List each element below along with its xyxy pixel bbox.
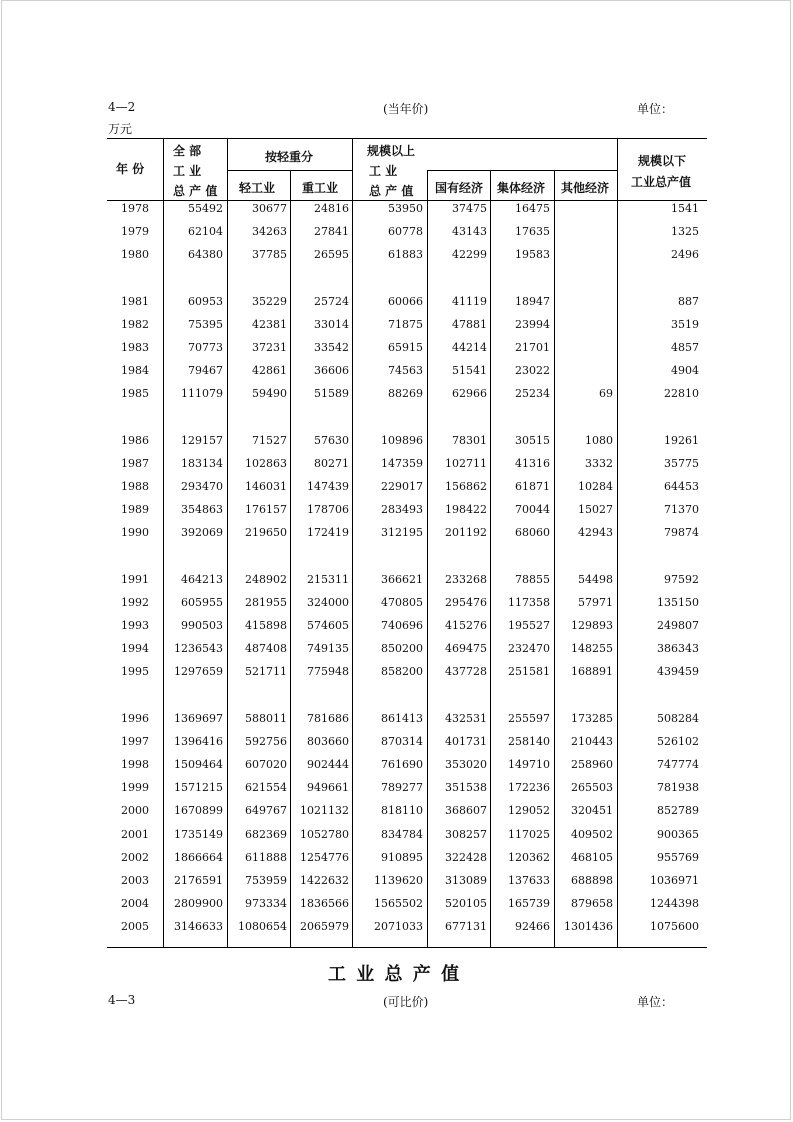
light-cell: 102863 bbox=[245, 456, 287, 470]
state-cell: 313089 bbox=[445, 874, 487, 887]
collective-cell: 25234 bbox=[515, 387, 550, 401]
collective-cell: 70044 bbox=[515, 503, 550, 517]
other-cell: 129893 bbox=[571, 619, 613, 632]
header-above-line2: 工 业 bbox=[369, 164, 398, 178]
unit-value: 万元 bbox=[108, 122, 133, 136]
other-cell: 168891 bbox=[571, 665, 613, 679]
collective-cell: 41316 bbox=[515, 456, 550, 470]
header-total-line3: 总 产 值 bbox=[173, 184, 218, 198]
light-cell: 146031 bbox=[245, 480, 287, 493]
heavy-cell: 324000 bbox=[307, 595, 349, 609]
other-cell: 265503 bbox=[571, 781, 613, 795]
below-cell: 1036971 bbox=[650, 874, 699, 887]
year-cell: 1991 bbox=[121, 572, 149, 586]
total-cell: 3146633 bbox=[174, 920, 223, 934]
year-cell: 1979 bbox=[121, 225, 149, 239]
header-total-line2: 工 业 bbox=[173, 164, 202, 178]
next-price-note: (可比价) bbox=[383, 995, 429, 1009]
unit-label: 单位： bbox=[637, 102, 674, 116]
year-cell: 1999 bbox=[121, 781, 149, 795]
below-cell: 19261 bbox=[664, 433, 699, 447]
header-light: 轻工业 bbox=[239, 181, 276, 195]
heavy-cell: 33542 bbox=[314, 341, 349, 354]
header-heavy: 重工业 bbox=[302, 181, 339, 195]
state-cell: 437728 bbox=[445, 665, 487, 679]
above-cell: 861413 bbox=[381, 711, 423, 725]
below-cell: 35775 bbox=[664, 456, 699, 470]
heavy-cell: 2065979 bbox=[300, 920, 349, 934]
heavy-cell: 51589 bbox=[314, 387, 349, 401]
header-below-line2: 工业总产值 bbox=[631, 175, 692, 189]
light-cell: 649767 bbox=[245, 804, 287, 818]
total-cell: 605955 bbox=[181, 595, 223, 609]
table-id: 4—2 bbox=[108, 100, 136, 114]
below-cell: 386343 bbox=[657, 642, 699, 656]
below-cell: 900365 bbox=[657, 827, 699, 841]
year-cell: 1987 bbox=[121, 456, 149, 470]
total-cell: 1866664 bbox=[174, 850, 223, 864]
price-note: (当年价) bbox=[383, 102, 429, 116]
year-cell: 1986 bbox=[121, 433, 149, 447]
state-cell: 78301 bbox=[452, 433, 487, 447]
light-cell: 71527 bbox=[252, 433, 287, 447]
total-cell: 1509464 bbox=[174, 758, 223, 771]
collective-cell: 61871 bbox=[515, 480, 550, 493]
other-cell: 42943 bbox=[578, 526, 613, 540]
below-cell: 955769 bbox=[657, 850, 699, 864]
other-cell: 258960 bbox=[571, 758, 613, 771]
light-cell: 1080654 bbox=[238, 920, 287, 934]
header-total-line1: 全 部 bbox=[173, 144, 202, 158]
heavy-cell: 36606 bbox=[314, 364, 349, 378]
below-cell: 3519 bbox=[671, 317, 699, 331]
light-cell: 588011 bbox=[245, 711, 287, 725]
above-cell: 1565502 bbox=[374, 897, 423, 911]
other-cell: 409502 bbox=[571, 827, 613, 841]
total-cell: 1571215 bbox=[174, 781, 223, 795]
heavy-cell: 25724 bbox=[314, 294, 349, 308]
heavy-cell: 33014 bbox=[314, 317, 349, 331]
below-cell: 249807 bbox=[657, 619, 699, 632]
collective-cell: 195527 bbox=[508, 619, 550, 632]
collective-cell: 137633 bbox=[508, 874, 550, 887]
total-cell: 2176591 bbox=[174, 874, 223, 887]
year-cell: 1984 bbox=[121, 364, 149, 378]
vline-8 bbox=[617, 138, 618, 948]
above-cell: 470805 bbox=[381, 595, 423, 609]
header-other: 其他经济 bbox=[561, 181, 610, 195]
heavy-cell: 178706 bbox=[307, 503, 349, 517]
other-cell: 879658 bbox=[571, 897, 613, 911]
state-cell: 469475 bbox=[445, 642, 487, 656]
total-cell: 354863 bbox=[181, 503, 223, 517]
year-cell: 1982 bbox=[121, 317, 149, 331]
other-cell: 1080 bbox=[585, 433, 613, 447]
above-cell: 818110 bbox=[381, 804, 423, 818]
state-cell: 62966 bbox=[452, 387, 487, 401]
collective-cell: 258140 bbox=[508, 734, 550, 748]
year-cell: 1985 bbox=[121, 387, 149, 401]
year-cell: 1980 bbox=[121, 248, 149, 262]
total-cell: 70773 bbox=[188, 341, 223, 354]
state-cell: 156862 bbox=[445, 480, 487, 493]
above-cell: 789277 bbox=[381, 781, 423, 795]
heavy-cell: 27841 bbox=[314, 225, 349, 239]
total-cell: 392069 bbox=[181, 526, 223, 540]
heavy-cell: 24816 bbox=[314, 202, 349, 215]
heavy-cell: 775948 bbox=[307, 665, 349, 679]
above-rule bbox=[427, 170, 617, 171]
header-above-line3: 总 产 值 bbox=[369, 184, 414, 198]
below-cell: 852789 bbox=[657, 804, 699, 818]
state-cell: 41119 bbox=[452, 294, 487, 308]
header-collective: 集体经济 bbox=[497, 181, 546, 195]
collective-cell: 23022 bbox=[515, 364, 550, 378]
other-cell: 15027 bbox=[578, 503, 613, 517]
heavy-cell: 215311 bbox=[307, 572, 349, 586]
collective-cell: 18947 bbox=[515, 294, 550, 308]
light-cell: 682369 bbox=[245, 827, 287, 841]
state-cell: 198422 bbox=[445, 503, 487, 517]
other-cell: 148255 bbox=[571, 642, 613, 656]
heavy-cell: 949661 bbox=[307, 781, 349, 795]
state-cell: 308257 bbox=[445, 827, 487, 841]
heavy-cell: 172419 bbox=[307, 526, 349, 540]
collective-cell: 92466 bbox=[515, 920, 550, 934]
year-cell: 1997 bbox=[121, 734, 149, 748]
heavy-cell: 803660 bbox=[307, 734, 349, 748]
light-cell: 415898 bbox=[245, 619, 287, 632]
below-cell: 4904 bbox=[671, 364, 699, 378]
state-cell: 368607 bbox=[445, 804, 487, 818]
year-cell: 1988 bbox=[121, 480, 149, 493]
light-cell: 973334 bbox=[245, 897, 287, 911]
collective-cell: 30515 bbox=[515, 433, 550, 447]
header-above-line1: 规模以上 bbox=[367, 144, 416, 158]
state-cell: 677131 bbox=[445, 920, 487, 934]
light-cell: 521711 bbox=[245, 665, 287, 679]
state-cell: 44214 bbox=[452, 341, 487, 354]
above-cell: 312195 bbox=[381, 526, 423, 540]
heavy-cell: 574605 bbox=[307, 619, 349, 632]
year-cell: 1978 bbox=[121, 202, 149, 215]
light-cell: 281955 bbox=[245, 595, 287, 609]
total-cell: 62104 bbox=[188, 225, 223, 239]
below-cell: 2496 bbox=[671, 248, 699, 262]
year-cell: 2002 bbox=[121, 850, 149, 864]
total-cell: 1369697 bbox=[174, 711, 223, 725]
heavy-cell: 749135 bbox=[307, 642, 349, 656]
above-cell: 366621 bbox=[381, 572, 423, 586]
light-cell: 37231 bbox=[252, 341, 287, 354]
total-cell: 64380 bbox=[188, 248, 223, 262]
state-cell: 353020 bbox=[445, 758, 487, 771]
above-cell: 910895 bbox=[381, 850, 423, 864]
year-cell: 1992 bbox=[121, 595, 149, 609]
heavy-cell: 1422632 bbox=[300, 874, 349, 887]
total-cell: 1735149 bbox=[174, 827, 223, 841]
collective-cell: 19583 bbox=[515, 248, 550, 262]
other-cell: 173285 bbox=[571, 711, 613, 725]
below-cell: 747774 bbox=[657, 758, 699, 771]
year-cell: 1990 bbox=[121, 526, 149, 540]
state-cell: 322428 bbox=[445, 850, 487, 864]
light-cell: 753959 bbox=[245, 874, 287, 887]
state-cell: 51541 bbox=[452, 364, 487, 378]
below-cell: 135150 bbox=[657, 595, 699, 609]
below-cell: 97592 bbox=[664, 572, 699, 586]
light-cell: 611888 bbox=[245, 850, 287, 864]
above-cell: 74563 bbox=[388, 364, 423, 378]
state-cell: 37475 bbox=[452, 202, 487, 215]
above-cell: 65915 bbox=[388, 341, 423, 354]
collective-cell: 232470 bbox=[508, 642, 550, 656]
light-cell: 621554 bbox=[245, 781, 287, 795]
state-cell: 295476 bbox=[445, 595, 487, 609]
total-cell: 75395 bbox=[188, 317, 223, 331]
below-cell: 64453 bbox=[664, 480, 699, 493]
collective-cell: 16475 bbox=[515, 202, 550, 215]
below-cell: 1244398 bbox=[650, 897, 699, 911]
above-cell: 229017 bbox=[381, 480, 423, 493]
total-cell: 55492 bbox=[188, 202, 223, 215]
other-cell: 210443 bbox=[571, 734, 613, 748]
state-cell: 351538 bbox=[445, 781, 487, 795]
light-cell: 176157 bbox=[245, 503, 287, 517]
state-cell: 520105 bbox=[445, 897, 487, 911]
state-cell: 43143 bbox=[452, 225, 487, 239]
heavy-cell: 26595 bbox=[314, 248, 349, 262]
other-cell: 54498 bbox=[578, 572, 613, 586]
collective-cell: 117358 bbox=[508, 595, 550, 609]
below-cell: 1325 bbox=[671, 225, 699, 239]
below-cell: 1541 bbox=[671, 202, 699, 215]
below-cell: 887 bbox=[678, 294, 699, 308]
collective-cell: 120362 bbox=[508, 850, 550, 864]
header-year: 年 份 bbox=[116, 162, 145, 176]
year-cell: 1993 bbox=[121, 619, 149, 632]
below-cell: 79874 bbox=[664, 526, 699, 540]
header-below-line1: 规模以下 bbox=[638, 154, 687, 168]
heavy-cell: 1254776 bbox=[300, 850, 349, 864]
above-cell: 71875 bbox=[388, 317, 423, 331]
light-cell: 37785 bbox=[252, 248, 287, 262]
below-cell: 1075600 bbox=[650, 920, 699, 934]
total-cell: 129157 bbox=[181, 433, 223, 447]
total-cell: 464213 bbox=[181, 572, 223, 586]
total-cell: 79467 bbox=[188, 364, 223, 378]
year-cell: 1994 bbox=[121, 642, 149, 656]
light-cell: 59490 bbox=[252, 387, 287, 401]
above-cell: 870314 bbox=[381, 734, 423, 748]
total-cell: 183134 bbox=[181, 456, 223, 470]
light-cell: 35229 bbox=[252, 294, 287, 308]
state-cell: 201192 bbox=[445, 526, 487, 540]
heavy-cell: 902444 bbox=[307, 758, 349, 771]
below-cell: 526102 bbox=[657, 734, 699, 748]
above-cell: 60778 bbox=[388, 225, 423, 239]
above-cell: 761690 bbox=[381, 758, 423, 771]
heavy-cell: 147439 bbox=[307, 480, 349, 493]
below-cell: 71370 bbox=[664, 503, 699, 517]
collective-cell: 172236 bbox=[508, 781, 550, 795]
header-lightheavy: 按轻重分 bbox=[265, 150, 314, 164]
above-cell: 283493 bbox=[381, 503, 423, 517]
year-cell: 1983 bbox=[121, 341, 149, 354]
light-cell: 607020 bbox=[245, 758, 287, 771]
collective-cell: 149710 bbox=[508, 758, 550, 771]
year-cell: 2005 bbox=[121, 920, 149, 934]
collective-cell: 165739 bbox=[508, 897, 550, 911]
state-cell: 47881 bbox=[452, 317, 487, 331]
collective-cell: 23994 bbox=[515, 317, 550, 331]
state-cell: 401731 bbox=[445, 734, 487, 748]
above-cell: 1139620 bbox=[374, 874, 423, 887]
state-cell: 102711 bbox=[445, 456, 487, 470]
below-cell: 781938 bbox=[657, 781, 699, 795]
light-cell: 487408 bbox=[245, 642, 287, 656]
heavy-cell: 57630 bbox=[314, 433, 349, 447]
collective-cell: 255597 bbox=[508, 711, 550, 725]
collective-cell: 17635 bbox=[515, 225, 550, 239]
below-cell: 22810 bbox=[664, 387, 699, 401]
collective-cell: 21701 bbox=[515, 341, 550, 354]
other-cell: 468105 bbox=[571, 850, 613, 864]
above-cell: 850200 bbox=[381, 642, 423, 656]
below-cell: 508284 bbox=[657, 711, 699, 725]
light-cell: 592756 bbox=[245, 734, 287, 748]
above-cell: 53950 bbox=[388, 202, 423, 215]
collective-cell: 68060 bbox=[515, 526, 550, 540]
state-cell: 42299 bbox=[452, 248, 487, 262]
heavy-cell: 1052780 bbox=[300, 827, 349, 841]
data-table bbox=[107, 138, 707, 948]
other-cell: 57971 bbox=[578, 595, 613, 609]
below-cell: 4857 bbox=[671, 341, 699, 354]
total-cell: 60953 bbox=[188, 294, 223, 308]
below-cell: 439459 bbox=[657, 665, 699, 679]
heavy-cell: 1836566 bbox=[300, 897, 349, 911]
above-cell: 740696 bbox=[381, 619, 423, 632]
above-cell: 834784 bbox=[381, 827, 423, 841]
collective-cell: 251581 bbox=[508, 665, 550, 679]
total-cell: 990503 bbox=[181, 619, 223, 632]
total-cell: 111079 bbox=[181, 387, 223, 401]
year-cell: 2003 bbox=[121, 874, 149, 887]
year-cell: 1998 bbox=[121, 758, 149, 771]
year-cell: 2004 bbox=[121, 897, 149, 911]
heavy-cell: 1021132 bbox=[300, 804, 349, 818]
next-table-id: 4—3 bbox=[108, 993, 136, 1007]
state-cell: 432531 bbox=[445, 711, 487, 725]
light-cell: 219650 bbox=[245, 526, 287, 540]
heavy-cell: 781686 bbox=[307, 711, 349, 725]
state-cell: 415276 bbox=[445, 619, 487, 632]
total-cell: 1396416 bbox=[174, 734, 223, 748]
light-cell: 42381 bbox=[252, 317, 287, 331]
collective-cell: 129052 bbox=[508, 804, 550, 818]
header-state: 国有经济 bbox=[435, 181, 484, 195]
above-cell: 61883 bbox=[388, 248, 423, 262]
year-cell: 1996 bbox=[121, 711, 149, 725]
collective-cell: 117025 bbox=[508, 827, 550, 841]
above-cell: 109896 bbox=[381, 433, 423, 447]
year-cell: 2001 bbox=[121, 827, 149, 841]
total-cell: 1670899 bbox=[174, 804, 223, 818]
other-cell: 320451 bbox=[571, 804, 613, 818]
total-cell: 293470 bbox=[181, 480, 223, 493]
total-cell: 2809900 bbox=[174, 897, 223, 911]
state-cell: 233268 bbox=[445, 572, 487, 586]
light-cell: 30677 bbox=[252, 202, 287, 215]
other-cell: 3332 bbox=[585, 456, 613, 470]
year-cell: 1995 bbox=[121, 665, 149, 679]
next-unit-label: 单位： bbox=[637, 995, 674, 1009]
heavy-cell: 80271 bbox=[314, 456, 349, 470]
light-cell: 34263 bbox=[252, 225, 287, 239]
other-cell: 69 bbox=[599, 387, 613, 401]
above-cell: 147359 bbox=[381, 456, 423, 470]
other-cell: 10284 bbox=[578, 480, 613, 493]
year-cell: 1981 bbox=[121, 294, 149, 308]
above-cell: 2071033 bbox=[374, 920, 423, 934]
year-cell: 2000 bbox=[121, 804, 149, 818]
year-cell: 1989 bbox=[121, 503, 149, 517]
section-title: 工 业 总 产 值 bbox=[328, 964, 462, 985]
above-cell: 858200 bbox=[381, 665, 423, 679]
light-cell: 42861 bbox=[252, 364, 287, 378]
above-cell: 60066 bbox=[388, 294, 423, 308]
above-cell: 88269 bbox=[388, 387, 423, 401]
light-cell: 248902 bbox=[245, 572, 287, 586]
other-cell: 688898 bbox=[571, 874, 613, 887]
total-cell: 1236543 bbox=[174, 642, 223, 656]
total-cell: 1297659 bbox=[174, 665, 223, 679]
other-cell: 1301436 bbox=[564, 920, 613, 934]
collective-cell: 78855 bbox=[515, 572, 550, 586]
